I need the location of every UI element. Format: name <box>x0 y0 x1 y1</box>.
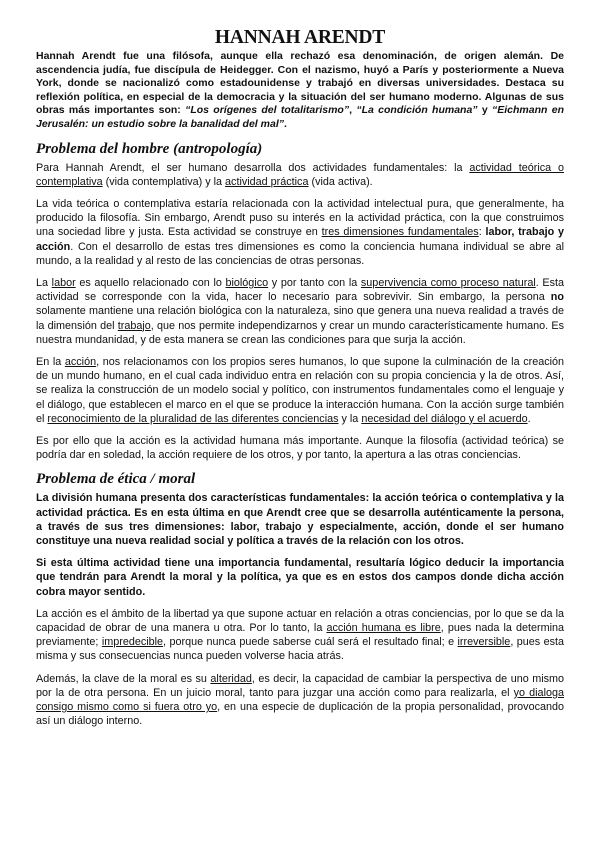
intro-paragraph <box>36 50 564 132</box>
intro-work-1: “Los orígenes del totalitarismo” <box>185 104 350 117</box>
underlined-term: yo dialoga consigo mismo como si fuera otro yo <box>36 686 564 714</box>
underlined-term: supervivencia como proceso natural <box>360 276 536 289</box>
underlined-term: acción <box>64 356 97 368</box>
paragraph-theoretical-life: La vida teórica o contemplativa estaría relacionada con la actividad intelectual pura, que generalmente, ha producido la filosofía. Sin embargo, Arendt puso su interés en la actividad práctica, con la que construimos una sociedad libre y justa. Esta actividad se construye en tres dimensiones fundamentales: labor, trabajo y acción. Con el desarrollo de estas tres dimensiones es como la conciencia humana individual se abre al mundo, a la realidad y al resto de las conciencias de otras personas. <box>36 197 565 267</box>
intro-work-2: “La condición humana” <box>356 104 478 117</box>
underlined-term: alteridad <box>210 672 252 685</box>
section-heading-anthropology: Problema del hombre (antropología) <box>36 140 263 157</box>
page-title: HANNAH ARENDT <box>214 27 386 48</box>
bold-term: no <box>550 291 564 304</box>
paragraph-action: En la acción, nos relacionamos con los propios seres humanos, lo que supone la culminación de la creación de un mundo humano, en el cual cada individuo entra en relación con su propia conciencia y la de otros. Así, se realiza la construcción de un modelo social y político, con instrumentos fundamentales como el lenguaje y el diálogo, que establecen el marco en el que se produce la interacción humana. Con la acción surge también el reconocimiento de la pluralidad de las diferentes conciencias y la necesidad del diálogo y el acuerdo. <box>36 356 565 425</box>
underlined-term: irreversible <box>457 636 511 649</box>
intro-work-3: “Eichmann en Jerusalén: un estudio sobre la banalidad del mal” <box>36 104 564 130</box>
paragraph-labor: La labor es aquello relacionado con lo biológico y por tanto con la supervivencia como proceso natural. Esta actividad se corresponde con la vida, hacer lo necesario para sobrevivir. Sin embargo, la persona no solamente mantiene una relación biológica con la naturaleza, sino que genera una nueva realidad a través de la dimensión del trabajo, que nos permite independizarnos y crear un mundo característicamente humano. Es nuestra mundanidad, y de esta manera se crean las condiciones para que surja la acción. <box>36 276 564 346</box>
intro-sep-1: , <box>349 104 357 117</box>
paragraph-ethics-importance: Si esta última actividad tiene una importancia fundamental, resultaría lógico deducir la importancia que tendrán para Arendt la moral y la política, ya que es en estos dos campos donde dicha acción cobra mayor sentido. <box>36 557 564 598</box>
underlined-term: reconocimiento de la pluralidad de las diferentes conciencias <box>47 412 339 425</box>
paragraph-activities: Para Hannah Arendt, el ser humano desarrolla dos actividades fundamentales: la actividad teórica o contemplativa (vida contemplativa) y la actividad práctica (vida activa). <box>36 161 564 188</box>
paragraph-freedom: La acción es el ámbito de la libertad ya que supone actuar en relación a otras conciencias, por lo que se da la capacidad de obrar de una manera u otra. Por lo tanto, la acción humana es libre, pues nada la determina previamente; impredecible, porque nunca puede saberse cuál será el resultado final; e irreversible, pues esta misma y sus consecuencias nunca pueden volverse hacia atrás. <box>36 607 564 663</box>
document-page <box>36 27 564 728</box>
paragraph-alterity: Además, la clave de la moral es su alteridad, es decir, la capacidad de cambiar la perspectiva de uno mismo por la de otra persona. En un juicio moral, tanto para juzgar una acción como para realizarla, el yo dialoga consigo mismo como si fuera otro yo, en una especie de duplicación de la propia personalidad, provocando así un diálogo interno. <box>36 672 564 728</box>
underlined-term: impredecible <box>101 636 164 649</box>
underlined-term: trabajo <box>117 319 151 332</box>
intro-text: Hannah Arendt fue una filósofa, aunque ella rechazó esa denominación, de origen alemán. De ascendencia judía, fue discípula de Heidegger. Con el nazismo, huyó a París y posteriormente a Nueva York, donde se nacionalizó como estadounidense y trabajó en diversas universidades. Destaca su reflexión política, en especial de la democracia y la situación del ser humano moderno. Algunas de sus obras más importantes son: <box>36 50 564 117</box>
bold-term: labor, trabajo y acción <box>36 226 565 253</box>
underlined-term: tres dimensiones fundamentales <box>321 226 479 239</box>
underlined-term: acción humana es libre <box>326 622 441 635</box>
underlined-term: actividad práctica <box>225 175 309 188</box>
paragraph-ethics-division: La división humana presenta dos características fundamentales: la acción teórica o contemplativa y la actividad práctica. Es en esta última en que Arendt cree que se desarrolla auténticamente la persona, a través de sus tres dimensiones: labor, trabajo y especialmente, acción, donde el ser humano constituye una nueva realidad social y política a través de la relación con los otros. <box>36 492 564 548</box>
paragraph-conclusion: Es por ello que la acción es la actividad humana más importante. Aunque la filosofía (actividad teórica) se podría dar en soledad, la acción requiere de los otros, y por tanto, la apertura a las otras conciencias. <box>36 435 564 462</box>
underlined-term: actividad teórica o contemplativa <box>36 161 564 188</box>
underlined-term: necesidad del diálogo y el acuerdo <box>361 412 528 425</box>
intro-sep-2: y <box>477 104 492 117</box>
section-heading-ethics: Problema de ética / moral <box>36 471 196 488</box>
underlined-term: labor <box>51 276 76 289</box>
underlined-term: biológico <box>225 276 269 289</box>
intro-end: . <box>283 117 287 130</box>
